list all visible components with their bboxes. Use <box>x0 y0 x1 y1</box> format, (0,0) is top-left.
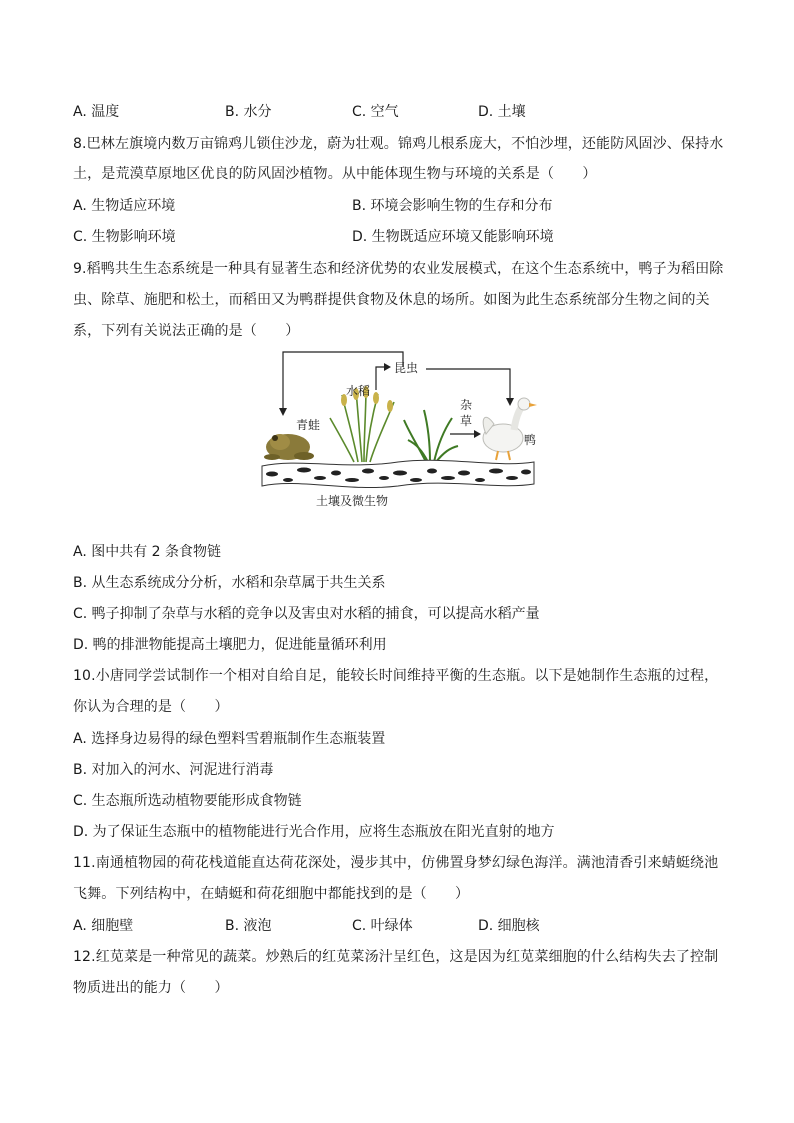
q9-option-c: C. 鸭子抑制了杂草与水稻的竞争以及害虫对水稻的捕食，可以提高水稻产量 <box>73 606 540 622</box>
label-duck: 鸭 <box>524 433 537 447</box>
q10-stem-line-1: 10.小唐同学尝试制作一个相对自给自足，能较长时间维持平衡的生态瓶。以下是她制作生态瓶的过程， <box>73 668 719 684</box>
q7-option-c: C. 空气 <box>352 104 399 120</box>
q10-stem-line-2: 你认为合理的是（ ） <box>73 699 229 715</box>
q10-option-d: D. 为了保证生态瓶中的植物能进行光合作用，应将生态瓶放在阳光直射的地方 <box>73 824 555 840</box>
arrow-head-insect <box>384 363 391 371</box>
label-rice: 水稻 <box>346 384 371 398</box>
q9-stem-line-1: 9.稻鸭共生生态系统是一种具有显著生态和经济优势的农业发展模式，在这个生态系统中，鸭子为稻田除 <box>73 261 724 277</box>
ecosystem-figure <box>258 350 538 515</box>
frog-icon <box>264 434 314 460</box>
q8-option-a: A. 生物适应环境 <box>73 198 176 214</box>
label-weed-2: 草 <box>460 414 473 428</box>
q11-stem-line-2: 飞舞。下列结构中，在蜻蜓和荷花细胞中都能找到的是（ ） <box>73 886 470 902</box>
q12-stem-line-1: 12.红苋菜是一种常见的蔬菜。炒熟后的红苋菜汤汁呈红色，这是因为红苋菜细胞的什么结构失去了控制 <box>73 949 719 965</box>
q11-stem-line-1: 11.南通植物园的荷花栈道能直达荷花深处，漫步其中，仿佛置身梦幻绿色海洋。满池清香引来蜻蜓绕池 <box>73 855 719 871</box>
q10-option-b: B. 对加入的河水、河泥进行消毒 <box>73 762 274 778</box>
q9-option-a: A. 图中共有 2 条食物链 <box>73 544 222 560</box>
q8-stem-line-2: 土，是荒漠草原地区优良的防风固沙植物。从中能体现生物与环境的关系是（ ） <box>73 166 597 182</box>
q7-option-d: D. 土壤 <box>478 104 526 120</box>
arrow-head-frog <box>279 408 287 416</box>
arrow-head-duck-side <box>474 430 481 438</box>
weed-plant-icon <box>404 410 458 462</box>
arrow-head-duck-top <box>506 398 514 406</box>
q8-option-b: B. 环境会影响生物的生存和分布 <box>352 198 553 214</box>
q8-option-c: C. 生物影响环境 <box>73 229 176 245</box>
q12-stem-line-2: 物质进出的能力（ ） <box>73 980 229 996</box>
q11-option-c: C. 叶绿体 <box>352 918 413 934</box>
q9-stem-line-2: 虫、除草、施肥和松土，而稻田又为鸭群提供食物及休息的场所。如图为此生态系统部分生物之间的关 <box>73 292 710 308</box>
q8-option-d: D. 生物既适应环境又能影响环境 <box>352 229 554 245</box>
q8-stem-line-1: 8.巴林左旗境内数万亩锦鸡儿锁住沙龙，蔚为壮观。锦鸡儿根系庞大，不怕沙埋，还能防风固沙、保持水 <box>73 136 724 152</box>
q9-stem-line-3: 系，下列有关说法正确的是（ ） <box>73 323 300 339</box>
q11-option-d: D. 细胞核 <box>478 918 540 934</box>
rice-plant-icon <box>330 388 394 462</box>
q10-option-a: A. 选择身边易得的绿色塑料雪碧瓶制作生态瓶装置 <box>73 731 386 747</box>
figure-caption: 土壤及微生物 <box>316 494 389 508</box>
q10-option-c: C. 生态瓶所选动植物要能形成食物链 <box>73 793 302 809</box>
soil-band-icon <box>262 460 534 487</box>
q11-option-a: A. 细胞壁 <box>73 918 134 934</box>
q9-option-d: D. 鸭的排泄物能提高土壤肥力，促进能量循环利用 <box>73 637 387 653</box>
label-frog: 青蛙 <box>296 418 321 432</box>
q9-option-b: B. 从生态系统成分分析，水稻和杂草属于共生关系 <box>73 575 386 591</box>
q11-option-b: B. 液泡 <box>225 918 272 934</box>
q7-option-b: B. 水分 <box>225 104 272 120</box>
label-weed-1: 杂 <box>460 398 473 412</box>
duck-icon <box>483 398 537 460</box>
q7-option-a: A. 温度 <box>73 104 120 120</box>
label-insect: 昆虫 <box>394 361 419 375</box>
